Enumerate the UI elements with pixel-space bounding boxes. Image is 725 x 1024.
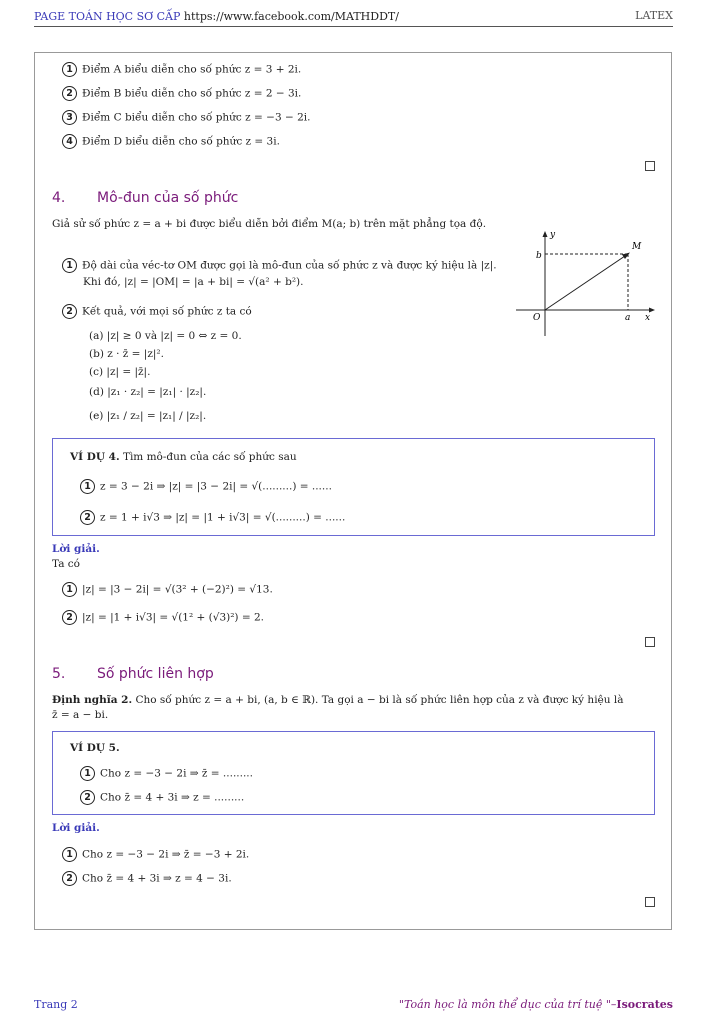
property-d: (d) |z₁ · z₂| = |z₁| · |z₂|.: [89, 386, 207, 398]
latex-logo: LATEX: [635, 9, 673, 22]
list-item: 2 Cho z̄ = 4 + 3i ⇒ z = .........: [80, 790, 244, 805]
property-e: (e) |z₁ / z₂| = |z₁| / |z₂|.: [89, 410, 207, 422]
definition-2: Định nghĩa 2. Cho số phức z = a + bi, (a, b ∈ ℝ). Ta gọi a − bi là số phức liên hợp của z và được ký hiệu là: [52, 694, 624, 706]
list-item: 2 Kết quả, với mọi số phức z ta có: [62, 304, 252, 319]
property-c: (c) |z| = |z̄|.: [89, 366, 151, 378]
solution-4-intro: Ta có: [52, 558, 80, 570]
section-heading-5: 5. Số phức liên hợp: [52, 666, 214, 682]
list-item: 1 Điểm A biểu diễn cho số phức z = 3 + 2i.: [62, 62, 301, 77]
b-label: b: [536, 251, 542, 261]
example-4-heading: VÍ DỤ 4. Tìm mô-đun của các số phức sau: [70, 451, 297, 463]
qed-square-icon: [645, 161, 655, 171]
y-label: y: [550, 230, 556, 240]
list-item: 2 |z| = |1 + i√3| = √(1² + (√3)²) = 2.: [62, 610, 264, 625]
list-item: 2 Cho z̄ = 4 + 3i ⇒ z = 4 − 3i.: [62, 871, 232, 886]
solution-4-label: Lời giải.: [52, 543, 100, 555]
example-5-heading: VÍ DỤ 5.: [70, 742, 120, 754]
list-item: 1 Độ dài của véc-tơ OM được gọi là mô-đun của số phức z và được ký hiệu là |z|.: [62, 258, 497, 273]
coordinate-diagram: [512, 228, 662, 338]
property-b: (b) z · z̄ = |z|².: [89, 348, 164, 360]
circle-number-2-icon: 2: [80, 790, 95, 805]
header-brand: PAGE TOÁN HỌC SƠ CẤP: [34, 10, 181, 23]
section-heading-4: 4. Mô-đun của số phức: [52, 190, 239, 206]
circle-number-1-icon: 1: [62, 847, 77, 862]
circle-number-2-icon: 2: [80, 510, 95, 525]
circle-number-2-icon: 2: [62, 610, 77, 625]
page-number: Trang 2: [34, 998, 78, 1011]
m-label: M: [632, 242, 642, 252]
section4-intro: Giả sử số phức z = a + bi được biểu diễn bởi điểm M(a; b) trên mặt phẳng tọa độ.: [52, 218, 487, 230]
list-item: 1 Cho z = −3 − 2i ⇒ z̄ = .........: [80, 766, 253, 781]
list-item: 4 Điểm D biểu diễn cho số phức z = 3i.: [62, 134, 280, 149]
vector-arrow-icon: [622, 253, 630, 260]
definition-2-cont: z̄ = a − bi.: [52, 709, 109, 721]
circle-number-1-icon: 1: [62, 62, 77, 77]
circle-number-2-icon: 2: [62, 304, 77, 319]
list-item: 3 Điểm C biểu diễn cho số phức z = −3 − 2i.: [62, 110, 311, 125]
list-item: 2 z = 1 + i√3 ⇒ |z| = |1 + i√3| = √(.........) = ......: [80, 510, 345, 525]
x-label: x: [645, 313, 651, 323]
list-item: 1 Cho z = −3 − 2i ⇒ z̄ = −3 + 2i.: [62, 847, 249, 862]
qed-square-icon: [645, 897, 655, 907]
origin-label: O: [533, 313, 541, 323]
a-label: a: [625, 313, 631, 323]
list-item: 1 |z| = |3 − 2i| = √(3² + (−2)²) = √13.: [62, 582, 273, 597]
page-header: [34, 8, 673, 27]
x-axis-arrow-icon: [649, 308, 655, 313]
modulus-formula: Khi đó, |z| = |OM| = |a + bi| = √(a² + b²).: [83, 276, 304, 288]
qed-square-icon: [645, 637, 655, 647]
property-a: (a) |z| ≥ 0 và |z| = 0 ⇔ z = 0.: [89, 330, 242, 342]
header-left: [34, 10, 399, 23]
header-url[interactable]: https://www.facebook.com/MATHDDT/: [183, 10, 399, 23]
circle-number-4-icon: 4: [62, 134, 77, 149]
list-item: 2 Điểm B biểu diễn cho số phức z = 2 − 3i.: [62, 86, 301, 101]
y-axis-arrow-icon: [543, 231, 548, 237]
circle-number-1-icon: 1: [80, 479, 95, 494]
circle-number-1-icon: 1: [62, 582, 77, 597]
circle-number-2-icon: 2: [62, 86, 77, 101]
circle-number-3-icon: 3: [62, 110, 77, 125]
list-item: 1 z = 3 − 2i ⇒ |z| = |3 − 2i| = √(.........) = ......: [80, 479, 332, 494]
circle-number-1-icon: 1: [62, 258, 77, 273]
vector-om: [545, 254, 628, 310]
footer-quote: "Toán học là môn thể dục của trí tuệ "–Isocrates: [398, 998, 673, 1011]
circle-number-2-icon: 2: [62, 871, 77, 886]
solution-5-label: Lời giải.: [52, 822, 100, 834]
circle-number-1-icon: 1: [80, 766, 95, 781]
